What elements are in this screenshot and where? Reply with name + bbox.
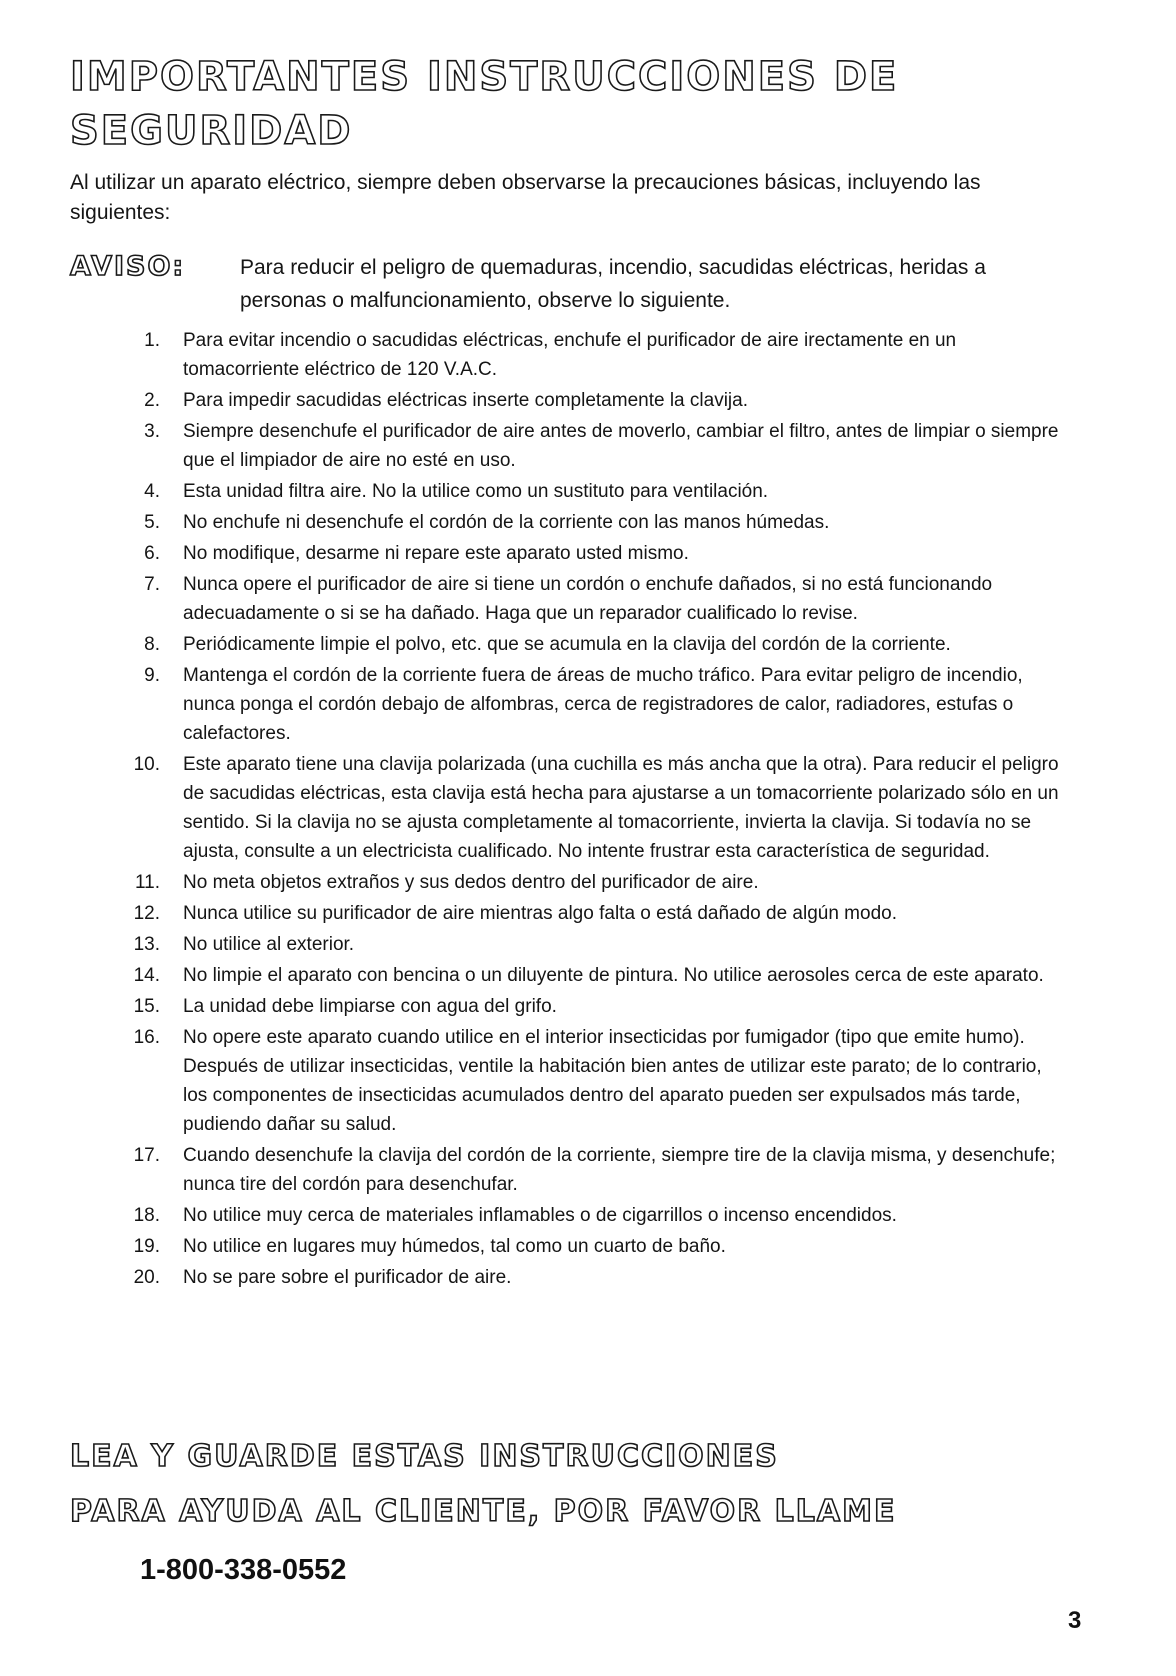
item-number: 9. [144, 665, 160, 686]
save-instructions-heading: LEA Y GUARDE ESTAS INSTRUCCIONES [70, 1439, 779, 1474]
list-item [0, 477, 1176, 506]
list-item [0, 1023, 1176, 1139]
item-number: 10. [133, 754, 160, 775]
item-number: 8. [144, 634, 160, 655]
list-item [0, 417, 1176, 475]
phone-number: 1-800-338-0552 [140, 1554, 347, 1586]
item-number: 6. [144, 543, 160, 564]
intro-paragraph: Al utilizar un aparato eléctrico, siempre deben observarse la precauciones básicas, incluyendo las siguientes: [70, 171, 981, 224]
item-text: Nunca utilice su purificador de aire mientras algo falta o está dañado de algún modo. [183, 903, 897, 924]
item-text: No opere este aparato cuando utilice en el interior insecticidas por fumigador (tipo que emite humo). [183, 1027, 1025, 1048]
safety-instructions-list [0, 326, 1176, 1294]
list-item [0, 630, 1176, 659]
item-text: Nunca opere el purificador de aire si tiene un cordón o enchufe dañados, si no está funcionando adecuadamente o si se ha dañado. Haga que un reparador cualificado lo revise. [183, 574, 993, 624]
page-number: 3 [1068, 1607, 1082, 1634]
list-item [0, 508, 1176, 537]
item-number: 12. [133, 903, 160, 924]
item-number: 15. [133, 996, 160, 1017]
item-text: Periódicamente limpie el polvo, etc. que se acumula en la clavija del cordón de la corriente. [183, 634, 951, 655]
list-item [0, 961, 1176, 990]
item-number: 20. [133, 1267, 160, 1288]
item-text: No limpie el aparato con bencina o un diluyente de pintura. No utilice aerosoles cerca de este aparato. [183, 965, 1044, 986]
item-number: 16. [133, 1027, 160, 1048]
item-text: No utilice muy cerca de materiales inflamables o de cigarrillos o incenso encendidos. [183, 1205, 897, 1226]
list-item [0, 992, 1176, 1021]
list-item [0, 570, 1176, 628]
item-number: 18. [133, 1205, 160, 1226]
warning-label: AVISO: [70, 251, 186, 282]
item-number: 19. [133, 1236, 160, 1257]
item-text: No utilice al exterior. [183, 934, 355, 955]
list-item [0, 539, 1176, 568]
list-item [0, 1232, 1176, 1261]
item-number: 13. [133, 934, 160, 955]
item-number: 14. [133, 965, 160, 986]
list-item [0, 1263, 1176, 1292]
item-text: No se pare sobre el purificador de aire. [183, 1267, 512, 1288]
item-text: Cuando desenchufe la clavija del cordón de la corriente, siempre tire de la clavija misma, y desenchufe; nunca tire del cordón para desenchufar. [183, 1145, 1056, 1195]
item-number: 11. [134, 872, 160, 893]
item-extra-text: Después de utilizar insecticidas, ventile la habitación bien antes de utilizar este parato; de lo contrario, los componentes de insecticidas acumulados dentro del aparato pueden ser expulsados más tarde, pudiendo dañar su salud. [183, 1056, 1042, 1135]
warning-text: Para reducir el peligro de quemaduras, incendio, sacudidas eléctricas, heridas a personas o malfuncionamiento, observe lo siguiente. [240, 256, 986, 312]
list-item [0, 750, 1176, 866]
list-item [0, 326, 1176, 384]
customer-help-heading: PARA AYUDA AL CLIENTE, POR FAVOR LLAME [70, 1494, 897, 1529]
list-item [0, 1141, 1176, 1199]
item-number: 2. [144, 390, 160, 411]
item-text: Para impedir sacudidas eléctricas inserte completamente la clavija. [183, 390, 748, 411]
item-text: No modifique, desarme ni repare este aparato usted mismo. [183, 543, 689, 564]
page-title: IMPORTANTES INSTRUCCIONES DE SEGURIDAD [70, 54, 899, 154]
item-text: No utilice en lugares muy húmedos, tal como un cuarto de baño. [183, 1236, 726, 1257]
item-number: 1. [144, 330, 160, 351]
item-number: 4. [144, 481, 160, 502]
item-text: No enchufe ni desenchufe el cordón de la corriente con las manos húmedas. [183, 512, 830, 533]
item-number: 3. [144, 421, 160, 442]
list-item [0, 899, 1176, 928]
list-item [0, 386, 1176, 415]
item-text: Este aparato tiene una clavija polarizada (una cuchilla es más ancha que la otra). Para reducir el peligro de sacudidas eléctricas, esta clavija está hecha para ajustarse a un tomacorriente polarizado sólo en un sentido. Si la clavija no se ajusta completamente al tomacorriente, invierta la clavija. Si todavía no se ajusta, consulte a un electricista cualificado. No intente frustrar esta característica de seguridad. [183, 754, 1059, 862]
item-text: No meta objetos extraños y sus dedos dentro del purificador de aire. [183, 872, 759, 893]
item-text: Esta unidad filtra aire. No la utilice como un sustituto para ventilación. [183, 481, 769, 502]
item-text: Mantenga el cordón de la corriente fuera de áreas de mucho tráfico. Para evitar peligro de incendio, nunca ponga el cordón debajo de alfombras, cerca de registradores de calor, radiadores, estufas o calefactores. [183, 665, 1023, 744]
list-item [0, 661, 1176, 748]
item-text: Para evitar incendio o sacudidas eléctricas, enchufe el purificador de aire irectamente en un tomacorriente eléctrico de 120 V.A.C. [183, 330, 957, 380]
item-number: 17. [133, 1145, 160, 1166]
item-text: La unidad debe limpiarse con agua del grifo. [183, 996, 557, 1017]
item-number: 7. [144, 574, 160, 595]
list-item [0, 1201, 1176, 1230]
list-item [0, 930, 1176, 959]
list-item [0, 868, 1176, 897]
item-number: 5. [144, 512, 160, 533]
item-text: Siempre desenchufe el purificador de aire antes de moverlo, cambiar el filtro, antes de limpiar o siempre que el limpiador de aire no esté en uso. [183, 421, 1059, 471]
